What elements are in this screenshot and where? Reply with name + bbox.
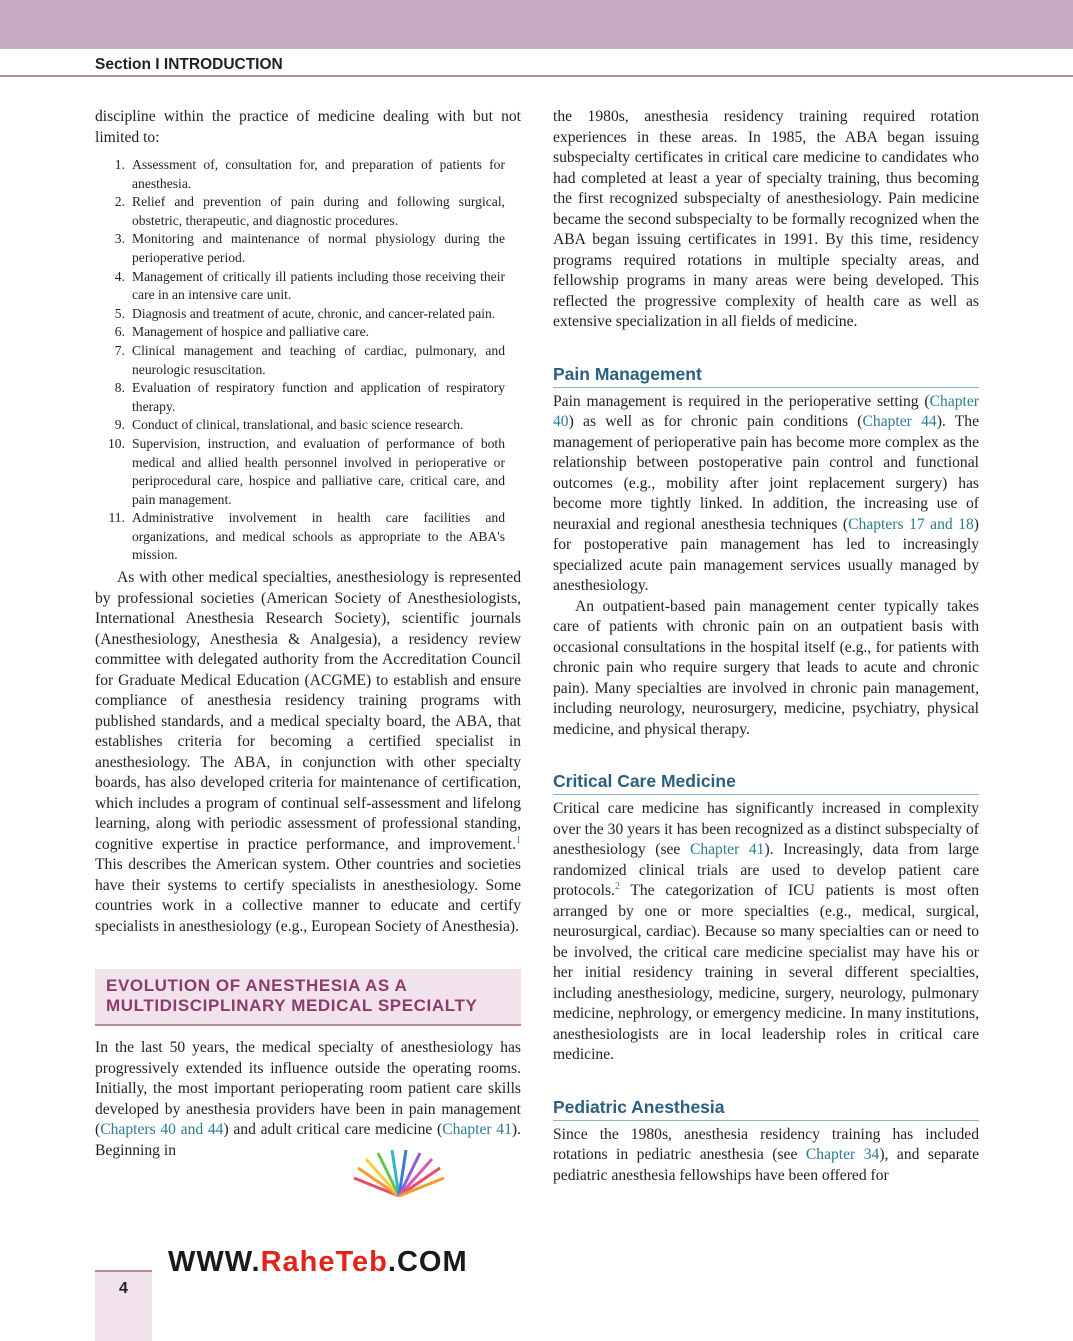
chapter-link[interactable]: Chapter 44 bbox=[862, 413, 937, 430]
intro-paragraph: discipline within the practice of medicine dealing with but not limited to: bbox=[95, 108, 521, 146]
right-column bbox=[553, 107, 979, 1186]
list-item: 1. Assessment of, consultation for, and preparation of patients for anesthesia. bbox=[114, 157, 505, 191]
list-item: 3. Monitoring and maintenance of normal physiology during the perioperative period. bbox=[114, 231, 505, 265]
pediatric-heading: Pediatric Anesthesia bbox=[553, 1096, 979, 1121]
watermark-url: WWW.RaheTeb.COM bbox=[168, 1246, 468, 1278]
reference-2[interactable]: 2 bbox=[614, 880, 620, 892]
pain-paragraph-2: An outpatient-based pain management center typically takes care of patients with chronic pain on an outpatient basis with occasional consultations in the hospital itself (e.g., for patients with chronic pain who require surgery that leads to acute and chronic pain). Many specialties are involved in chronic pain management, including neurology, neurosurgery, medicine, psychiatry, physical medicine, and physical therapy. bbox=[553, 597, 979, 738]
watermark-book-logo-icon bbox=[344, 1148, 454, 1200]
list-item: 9. Conduct of clinical, translational, and basic science research. bbox=[114, 417, 464, 433]
pediatric-paragraph: Since the 1980s, anesthesia residency training has included rotations in pediatric anesthesia (see Chapter 34), and separate pediatric anesthesia fellowships have been offered for bbox=[553, 1125, 979, 1184]
reference-1[interactable]: 1 bbox=[516, 834, 521, 846]
major-heading: EVOLUTION OF ANESTHESIA AS A MULTIDISCIPLINARY MEDICAL SPECIALTY bbox=[95, 969, 521, 1026]
chapter-link[interactable]: Chapter 40 bbox=[553, 392, 979, 430]
pain-management-heading: Pain Management bbox=[553, 363, 979, 388]
societies-paragraph: As with other medical specialties, anesthesiology is represented by professional societies (American Society of Anesthesiologists, International Anesthesia Research Society), scientific journals (Anesthesiology, Anesthesia & Analgesia), a residency review committee with delegated authority from the Accreditation Council for Graduate Medical Education (ACGME) to establish and ensure compliance of anesthesia residency training programs with published standards, and a medical specialty board, the ABA, that establishes criteria for becoming a certified specialist in anesthesiology. The ABA, in conjunction with other specialty boards, has also developed criteria for maintenance of certification, which includes a program of continual self-assessment and lifelong learning, along with periodic assessment of professional standing, cognitive expertise in practice performance, and improvement.$^1$ This describes the American system. Other countries and societies have their systems to certify specialists in anesthesiology. Some countries work in a collective manner to educate and certify specialists in anesthesiology (e.g., European Society of Anesthesia). bbox=[95, 569, 521, 935]
chapter-link[interactable]: Chapters 40 and 44 bbox=[100, 1121, 224, 1139]
major-heading-block bbox=[95, 969, 521, 1026]
list-item: 11. Administrative involvement in health care facilities and organizations, and medical schools as appropriate to the ABA's mission. bbox=[108, 510, 505, 563]
list-item: 8. Evaluation of respiratory function and application of respiratory therapy. bbox=[114, 380, 505, 414]
list-item: 5. Diagnosis and treatment of acute, chronic, and cancer-related pain. bbox=[114, 305, 496, 321]
history-paragraph: the 1980s, anesthesia residency training required rotation experiences in these areas. In 1985, the ABA began issuing subspecialty certificates in critical care medicine to candidates who had completed at least a year of specialty training, thus becoming the first recognized subspecialty of anesthesiology. Pain medicine became the second subspecialty to be formally recognized when the ABA began issuing certificates in 1991. By this time, residency programs required rotations in multiple specialty areas, and fellowship programs in many areas were being developed. This reflected the progressive complexity of health care as well as extensive specialization in all fields of medicine. bbox=[553, 108, 979, 330]
list-item: 4. Management of critically ill patients including those receiving their care in an intensive care unit. bbox=[114, 268, 505, 303]
list-item: 2. Relief and prevention of pain during and following surgical, obstetric, therapeutic, and diagnostic procedures. bbox=[114, 194, 505, 228]
top-color-band bbox=[0, 0, 1073, 49]
scope-list bbox=[95, 156, 521, 565]
pain-paragraph-1: Pain management is required in the perioperative setting (Chapter 40) as well as for chronic pain conditions (Chapter 44). The management of perioperative pain has become more complex as the relationship between postoperative pain control and functional outcomes (e.g., mobility after joint replacement surgery) has become more tightly linked. In addition, the increasing use of neuraxial and regional anesthesia techniques (Chapters 17 and 18) for postoperative pain management has led to increasingly specialized acute pain management services usually managed by anesthesiology. bbox=[553, 392, 979, 594]
list-item: 6. Management of hospice and palliative care. bbox=[114, 324, 370, 340]
critical-care-paragraph: Critical care medicine has significantly increased in complexity over the 30 years it has been recognized as a distinct subspecialty of anesthesiology (see Chapter 41). Increasingly, data from large randomized clinical trials are used to develop patient care protocols.$^2$ The categorization of ICU patients is most often arranged by one or more specialties (e.g., medical, surgical, neurosurgical, cardiac). Because so many specialties can or need to be involved, the critical care medicine specialist may have his or her initial residency training in several different specialties, including anesthesiology, medicine, surgery, neurology, pulmonary medicine, nephrology, or emergency medicine. In many institutions, anesthesiologists are in local leadership roles in critical care medicine. bbox=[553, 800, 979, 1063]
left-column bbox=[95, 107, 521, 1161]
critical-care-heading: Critical Care Medicine bbox=[553, 770, 979, 795]
evolution-paragraph: In the last 50 years, the medical specialty of anesthesiology has progressively extended its influence outside the operating rooms. Initially, the most important perioperating room patient care skills developed by anesthesia providers have been in pain management (Chapters 40 and 44) and adult critical care medicine (Chapter 41). Beginning in bbox=[95, 1039, 521, 1159]
running-header bbox=[0, 52, 1073, 77]
chapter-link[interactable]: Chapter 34 bbox=[805, 1146, 880, 1163]
chapter-link[interactable]: Chapters 17 and 18 bbox=[848, 515, 974, 533]
list-item: 7. Clinical management and teaching of cardiac, pulmonary, and neurologic resuscitation. bbox=[114, 342, 505, 377]
list-item: 10. Supervision, instruction, and evaluation of performance of both medical and allied health personnel involved in perioperative or periprocedural care, hospice and palliative care, critical care, and pain management. bbox=[108, 435, 505, 507]
section-title: Section I INTRODUCTION bbox=[95, 56, 283, 73]
chapter-link[interactable]: Chapter 41 bbox=[442, 1121, 512, 1139]
page-number: 4 bbox=[119, 1280, 128, 1297]
chapter-link[interactable]: Chapter 41 bbox=[689, 841, 765, 858]
